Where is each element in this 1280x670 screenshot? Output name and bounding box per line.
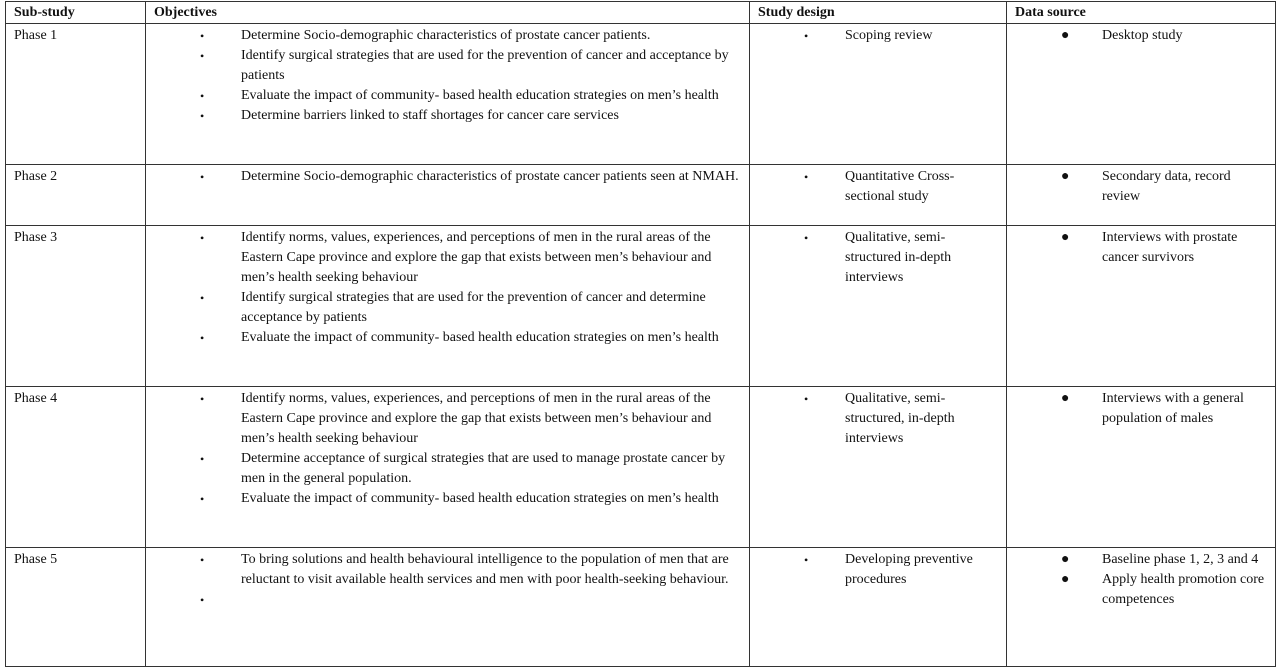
design-item: • Qualitative, semi-structured, in-depth interviews: [804, 391, 955, 446]
objectives-list: [154, 389, 741, 509]
objective-item: • Identify surgical strategies that are used for the prevention of cancer and determine acceptance by patients: [200, 290, 706, 325]
data-source-cell: [1007, 226, 1276, 387]
data-source-cell: [1007, 24, 1276, 165]
objective-item: • Identify surgical strategies that are used for the prevention of cancer and acceptance by patients: [200, 48, 729, 83]
data-source-cell: [1007, 165, 1276, 226]
objectives-list: [154, 550, 741, 610]
source-item: ● Desktop study: [1015, 26, 1267, 46]
objective-item: • Identify norms, values, experiences, and perceptions of men in the rural areas of the Eastern Cape province and explore the gap that exists between men’s behaviour and men’s health seeking behaviour: [200, 391, 712, 446]
bullet-icon: •: [200, 553, 205, 567]
study-phases-table: [5, 1, 1276, 667]
phase-cell: Phase 1: [6, 24, 146, 165]
design-list: [758, 228, 998, 288]
table-header-row: [6, 2, 1276, 24]
bullet-icon: •: [200, 593, 205, 607]
phase-cell: Phase 5: [6, 548, 146, 667]
objectives-list: [154, 228, 741, 348]
source-item: ● Secondary data, record review: [1061, 169, 1231, 204]
source-list: [1015, 389, 1267, 429]
bullet-icon: •: [200, 231, 205, 245]
bullet-icon: •: [200, 291, 205, 305]
bullet-icon: •: [804, 392, 809, 406]
source-list: [1015, 26, 1267, 46]
objectives-cell: [146, 226, 750, 387]
design-list: [758, 26, 998, 46]
objectives-cell: [146, 24, 750, 165]
bullet-icon: ●: [1061, 572, 1070, 587]
bullet-icon: •: [200, 392, 205, 406]
design-list: [758, 550, 998, 590]
table-row: [6, 548, 1276, 667]
objective-item: • To bring solutions and health behavioural intelligence to the population of men that are reluctant to visit available health services and men with poor health-seeking behaviour.: [200, 552, 729, 587]
study-design-cell: [750, 548, 1007, 667]
objective-item: • Determine acceptance of surgical strategies that are used to manage prostate cancer by men in the general population.: [200, 451, 726, 486]
design-list: [758, 167, 998, 207]
header-data-source: Data source: [1007, 2, 1276, 24]
bullet-icon: ●: [1061, 391, 1070, 406]
bullet-icon: ●: [1061, 230, 1070, 245]
table-row: [6, 387, 1276, 548]
design-item: • Developing preventive procedures: [804, 552, 973, 587]
header-sub-study: Sub-study: [6, 2, 146, 24]
objective-item: • Evaluate the impact of community- based health education strategies on men’s health: [154, 328, 741, 348]
bullet-icon: •: [200, 492, 205, 506]
design-item: • Quantitative Cross-sectional study: [804, 169, 955, 204]
bullet-icon: •: [200, 89, 205, 103]
bullet-icon: •: [804, 170, 809, 184]
bullet-icon: •: [200, 452, 205, 466]
source-item: ● Interviews with a general population of males: [1061, 391, 1244, 426]
objective-item: • Determine Socio-demographic characteristics of prostate cancer patients.: [154, 26, 741, 46]
phase-cell: Phase 2: [6, 165, 146, 226]
phase-cell: Phase 4: [6, 387, 146, 548]
study-design-cell: [750, 387, 1007, 548]
source-list: [1015, 167, 1267, 207]
bullet-icon: •: [804, 29, 809, 43]
study-design-cell: [750, 165, 1007, 226]
bullet-icon: •: [200, 109, 205, 123]
objectives-list: [154, 26, 741, 126]
objective-item: • Determine Socio-demographic characteristics of prostate cancer patients seen at NMAH.: [154, 167, 741, 187]
bullet-icon: •: [200, 29, 205, 43]
objectives-cell: [146, 548, 750, 667]
study-design-cell: [750, 226, 1007, 387]
data-source-cell: [1007, 387, 1276, 548]
objective-item: • Evaluate the impact of community- based health education strategies on men’s health: [154, 489, 741, 509]
objective-item: • Identify norms, values, experiences, and perceptions of men in the rural areas of the Eastern Cape province and explore the gap that exists between men’s behaviour and men’s health seeking behaviour: [200, 230, 712, 285]
phase-cell: Phase 3: [6, 226, 146, 387]
design-item: • Scoping review: [758, 26, 998, 46]
header-study-design: Study design: [750, 2, 1007, 24]
source-item: ● Baseline phase 1, 2, 3 and 4: [1015, 550, 1267, 570]
source-item: ● Apply health promotion core competences: [1061, 572, 1265, 607]
source-list: [1015, 550, 1267, 610]
bullet-icon: •: [804, 553, 809, 567]
design-list: [758, 389, 998, 449]
source-list: [1015, 228, 1267, 268]
table-row: [6, 24, 1276, 165]
design-item: • Qualitative, semi-structured in-depth interviews: [804, 230, 952, 285]
table-row: [6, 226, 1276, 387]
objectives-cell: [146, 165, 750, 226]
header-objectives: Objectives: [146, 2, 750, 24]
bullet-icon: •: [200, 49, 205, 63]
source-item: ● Interviews with prostate cancer survivors: [1061, 230, 1238, 265]
objectives-cell: [146, 387, 750, 548]
bullet-icon: ●: [1061, 169, 1070, 184]
bullet-icon: •: [200, 331, 205, 345]
bullet-icon: •: [804, 231, 809, 245]
bullet-icon: •: [200, 170, 205, 184]
bullet-icon: ●: [1061, 28, 1070, 43]
objective-item-empty: [154, 590, 741, 610]
objective-item: • Determine barriers linked to staff shortages for cancer care services: [154, 106, 741, 126]
objective-item: • Evaluate the impact of community- based health education strategies on men’s health: [154, 86, 741, 106]
data-source-cell: [1007, 548, 1276, 667]
table-row: [6, 165, 1276, 226]
study-design-cell: [750, 24, 1007, 165]
bullet-icon: ●: [1061, 552, 1070, 567]
objectives-list: [154, 167, 741, 187]
